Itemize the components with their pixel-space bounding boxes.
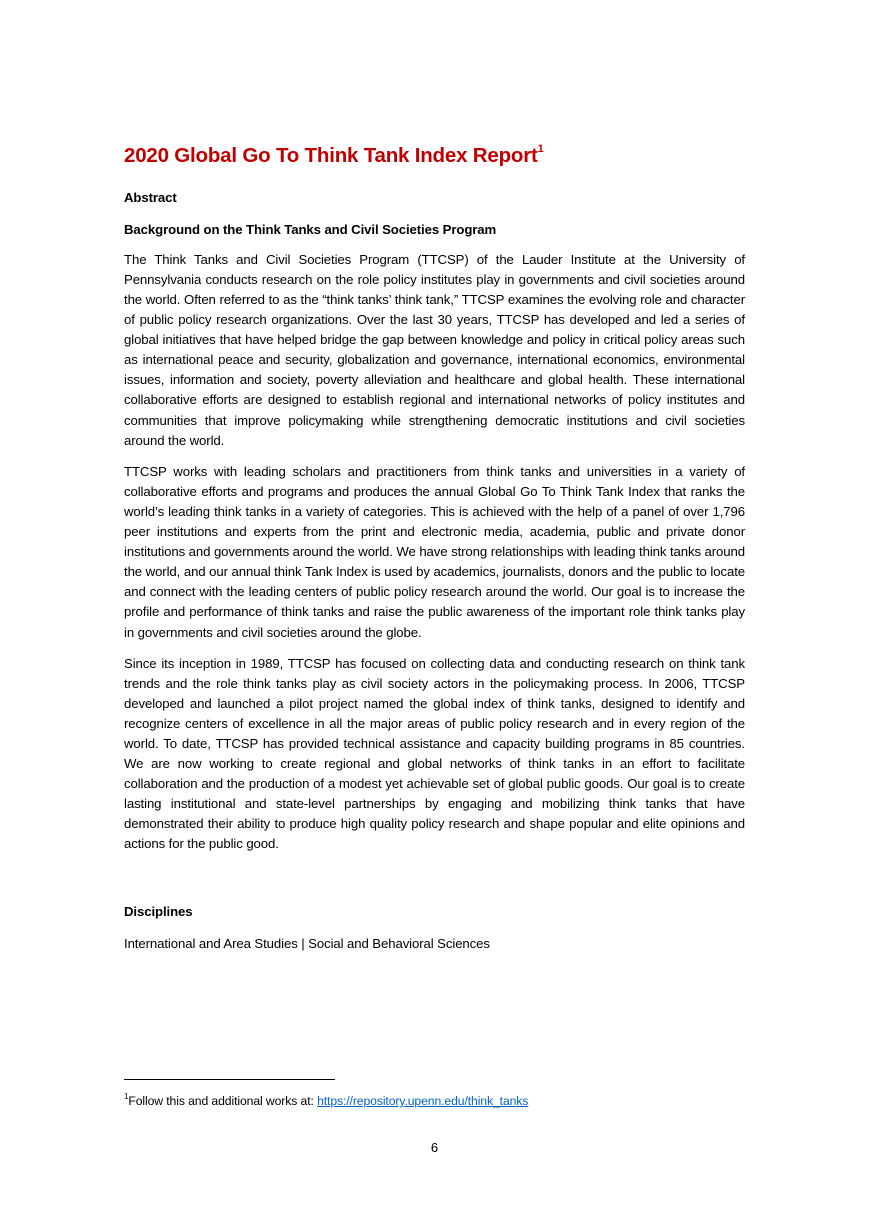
- body-paragraph-3: Since its inception in 1989, TTCSP has focused on collecting data and conducting research on think tank trends and the role think tanks play as civil society actors in the policymaking process. In 2006, TTCSP developed and launched a pilot project named the global index of think tanks, designed to identify and recognize centers of excellence in all the major areas of public policy research and in every region of the world. To date, TTCSP has provided technical assistance and capacity building programs in 85 countries. We are now working to create regional and global networks of think tanks in an effort to facilitate collaboration and the production of a modest yet achievable set of global public goods. Our goal is to create lasting institutional and state-level partnerships by engaging and mobilizing think tanks that have demonstrated their ability to produce high quality policy research and shape popular and elite opinions and actions for the public good.: [124, 655, 745, 852]
- background-heading: Background on the Think Tanks and Civil Societies Program: [124, 221, 497, 237]
- footnote-reference[interactable]: 1: [537, 143, 544, 155]
- report-title: [124, 134, 745, 173]
- footnote-text: Follow this and additional works at:: [128, 1094, 318, 1109]
- abstract-heading: Abstract: [124, 189, 177, 205]
- footnote-marker: 1: [124, 1092, 129, 1101]
- page-number: 6: [430, 1140, 439, 1155]
- repository-link[interactable]: https://repository.upenn.edu/think_tanks: [317, 1094, 529, 1109]
- disciplines-text: International and Area Studies | Social and Behavioral Sciences: [124, 935, 490, 951]
- footnote-separator: [124, 1079, 335, 1080]
- body-paragraph-1: The Think Tanks and Civil Societies Program (TTCSP) of the Lauder Institute at the University of Pennsylvania conducts research on the role policy institutes play in governments and civil societies around the world. Often referred to as the “think tanks’ think tank,” TTCSP examines the evolving role and character of public policy research organizations. Over the last 30 years, TTCSP has developed and led a series of global initiatives that have helped bridge the gap between knowledge and policy in critical policy areas such as international peace and security, globalization and governance, international economics, environmental issues, information and society, poverty alleviation and healthcare and global health. These international collaborative efforts are designed to establish regional and international networks of policy institutes and communities that improve policymaking while strengthening democratic institutions and civil societies around the world.: [124, 251, 745, 448]
- page-content: [124, 134, 745, 954]
- body-paragraph-2: TTCSP works with leading scholars and practitioners from think tanks and universities in a variety of collaborative efforts and programs and produces the annual Global Go To Think Tank Index that ranks the world’s leading think tanks in a variety of categories. This is achieved with the help of a panel of over 1,796 peer institutions and experts from the print and electronic media, academia, public and private donor institutions and governments around the world. We have strong relationships with leading think tanks around the world, and our annual think Tank Index is used by academics, journalists, donors and the public to locate and connect with the leading centers of public policy research around the world. Our goal is to increase the profile and performance of think tanks and raise the public awareness of the important role think tanks play in governments and civil societies around the globe.: [124, 463, 745, 640]
- footnote: [124, 1090, 528, 1109]
- disciplines-heading: Disciplines: [124, 903, 193, 919]
- report-title-text: 2020 Global Go To Think Tank Index Report: [124, 143, 538, 167]
